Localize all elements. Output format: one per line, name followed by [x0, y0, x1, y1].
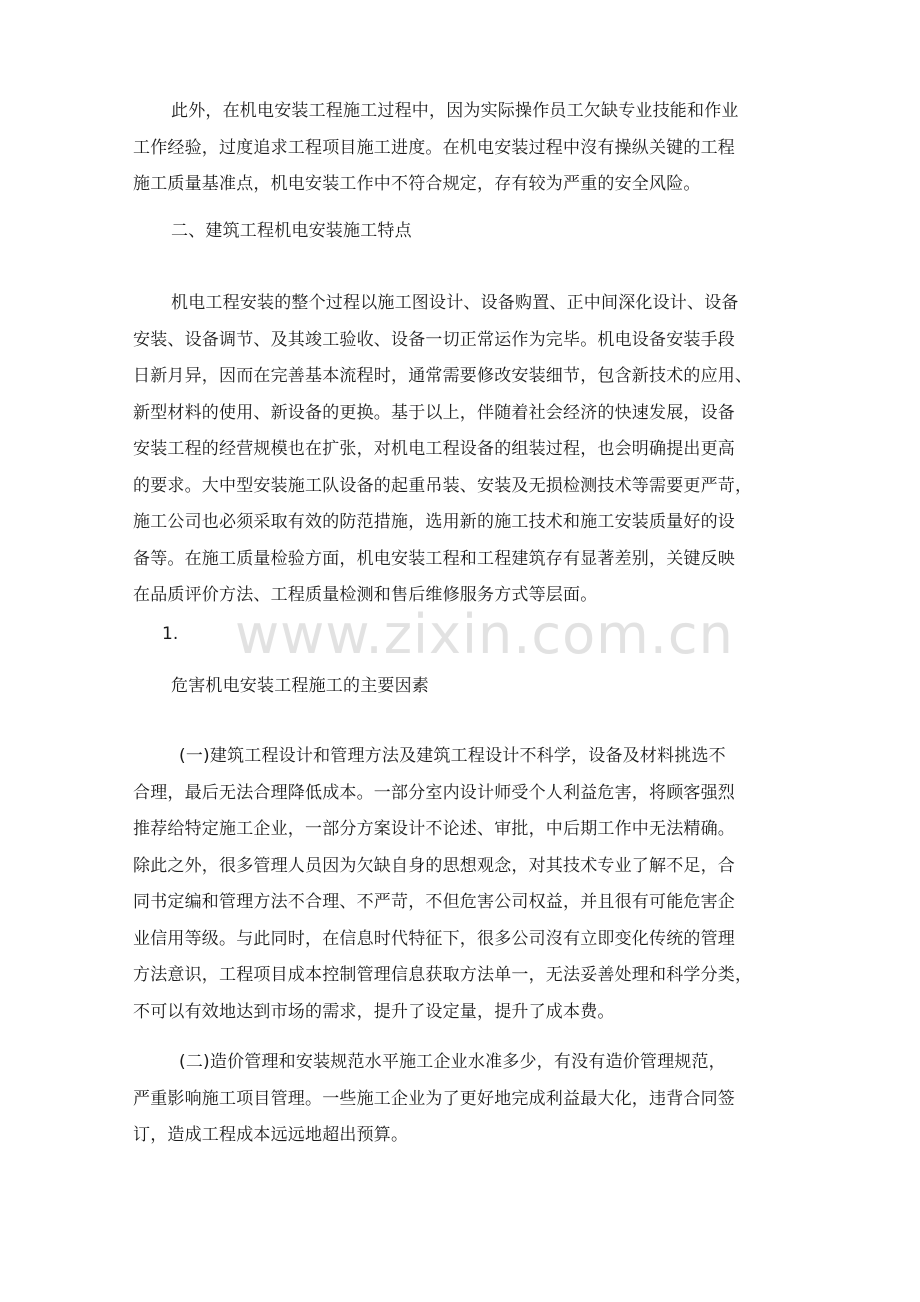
paragraph-line: 不可以有效地达到市场的需求，提升了设定量，提升了成本费。: [133, 1001, 615, 1022]
paragraph-line: 严重影响施工项目管理。一些施工企业为了更好地完成利益最大化，违背合同签: [133, 1088, 735, 1109]
paragraph-line: 备等。在施工质量检验方面，机电安装工程和工程建筑存有显著差别，关键反映: [133, 548, 735, 569]
paragraph-factor-1: [133, 738, 793, 1030]
paragraph-line: 订，造成工程成本远远地超出预算。: [133, 1125, 409, 1145]
list-number: 1.: [162, 624, 179, 644]
watermark: www.zixin.com.cn: [235, 603, 734, 666]
paragraph-line: 的要求。大中型安装施工队设备的起重吊装、安装及无损检测技术等需要更严苛，: [133, 475, 753, 496]
paragraph-line: (一)建筑工程设计和管理方法及建筑工程设计不科学，设备及材料挑选不: [179, 746, 726, 766]
paragraph-line: 此外，在机电安装工程施工过程中，因为实际操作员工欠缺专业技能和作业: [171, 101, 739, 121]
paragraph-line: 安装工程的经营规模也在扩张，对机电工程设备的组装过程，也会明确提出更高: [133, 439, 735, 459]
section-heading-factors: [133, 668, 793, 705]
paragraph-intro: [133, 93, 793, 203]
paragraph-factor-2: [133, 1044, 793, 1154]
paragraph-line: 日新月异，因而在完善基本流程时，通常需要修改安装细节，包含新技术的应用、: [133, 366, 753, 386]
paragraph-features: [133, 285, 793, 614]
paragraph-line: 施工质量基准点，机电安装工作中不符合规定，存有较为严重的安全风险。: [133, 174, 701, 194]
paragraph-line: 方法意识，工程项目成本控制管理信息获取方法单一，无法妥善处理和科学分类，: [133, 965, 753, 985]
heading-text: 危害机电安装工程施工的主要因素: [171, 676, 429, 696]
paragraph-line: 机电工程安装的整个过程以施工图设计、设备购置、正中间深化设计、设备: [171, 293, 739, 313]
paragraph-line: (二)造价管理和安装规范水平施工企业水准多少，有没有造价管理规范，: [179, 1052, 726, 1072]
heading-text: 二、建筑工程机电安装施工特点: [171, 221, 412, 241]
paragraph-line: 同书定编和管理方法不合理、不严苛，不但危害公司权益，并且很有可能危害企: [133, 892, 735, 912]
paragraph-line: 安装、设备调节、及其竣工验收、设备一切正常运作为完毕。机电设备安装手段: [133, 329, 735, 350]
paragraph-line: 推荐给特定施工企业，一部分方案设计不论述、审批，中后期工作中无法精确。: [133, 819, 735, 839]
paragraph-line: 工作经验，过度追求工程项目施工进度。在机电安装过程中沒有操纵关键的工程: [133, 137, 735, 158]
paragraph-line: 施工公司也必须采取有效的防范措施，选用新的施工技术和施工安装质量好的设: [133, 512, 735, 532]
paragraph-line: 业信用等级。与此同时，在信息时代特征下，很多公司沒有立即变化传统的管理: [133, 928, 735, 949]
section-heading-2: [133, 213, 793, 250]
paragraph-line: 在品质评价方法、工程质量检测和售后维修服务方式等层面。: [133, 585, 598, 605]
paragraph-line: 除此之外，很多管理人员因为欠缺自身的思想观念，对其技术专业了解不足，合: [133, 855, 735, 876]
paragraph-line: 合理，最后无法合理降低成本。一部分室内设计师受个人利益危害，将顾客强烈: [133, 782, 735, 803]
paragraph-line: 新型材料的使用、新设备的更换。基于以上，伴随着社会经济的快速发展，设备: [133, 402, 735, 423]
